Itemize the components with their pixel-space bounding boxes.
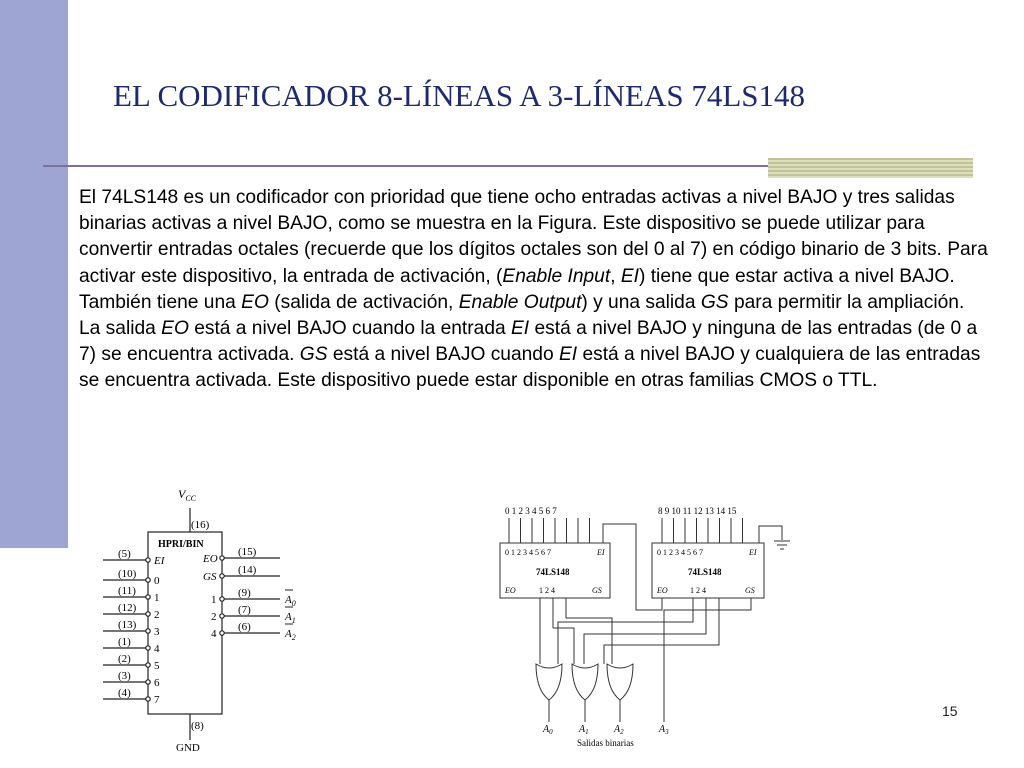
input-pin-number: (4) xyxy=(118,687,131,699)
or-gate-a0 xyxy=(536,664,562,700)
input-pin-number: (3) xyxy=(118,670,131,682)
output-pin-number: (9) xyxy=(238,587,251,599)
output-ext-label: $A_2$ xyxy=(285,628,296,642)
chip2-gs: GS xyxy=(745,586,755,595)
chip2-eo: EO xyxy=(657,586,668,595)
chip1-eo: EO xyxy=(505,586,516,595)
binary-output-label: $A_2$ xyxy=(614,724,624,736)
output-pin-number: (6) xyxy=(238,621,251,633)
input-pin-number: (13) xyxy=(118,619,137,631)
input-bubble xyxy=(146,629,150,633)
input-label: 7 xyxy=(154,694,160,706)
input-pin-number: (5) xyxy=(118,548,131,560)
chip2-label: 74LS148 xyxy=(688,567,722,577)
binary-output-label: $A_0$ xyxy=(543,724,553,736)
gnd-pin: (8) xyxy=(191,720,204,732)
output-bubble xyxy=(220,614,224,618)
input-label: EI xyxy=(154,555,165,567)
input-bubble xyxy=(146,663,150,667)
input-label: 3 xyxy=(154,626,160,638)
or-gate-a1 xyxy=(572,664,598,700)
input-bubble xyxy=(146,558,150,562)
input-pin-number: (2) xyxy=(118,653,131,665)
input-bubble xyxy=(146,578,150,582)
output-pin-number: (15) xyxy=(238,546,257,558)
gnd-label: GND xyxy=(176,742,200,754)
input-label: 4 xyxy=(154,643,160,655)
chip-label: HPRI/BIN xyxy=(158,539,204,550)
input-pin-number: (12) xyxy=(118,602,137,614)
chip2-out-pins: 1 2 4 xyxy=(690,586,706,595)
input-bubble xyxy=(146,697,150,701)
input-bubble xyxy=(146,646,150,650)
chip2-pin-row: 0 1 2 3 4 5 6 7 xyxy=(657,548,703,557)
output-label: 4 xyxy=(211,628,217,640)
input-pin-number: (1) xyxy=(118,636,131,648)
page-number: 15 xyxy=(942,703,958,719)
input-label: 0 xyxy=(154,575,160,587)
title-accent-block xyxy=(768,158,973,178)
input-bubble xyxy=(146,680,150,684)
chip2-body xyxy=(652,543,764,598)
body-paragraph: El 74LS148 es un codificador con prioridad que tiene ocho entradas activas a nivel BAJO y tres salidas binarias activas a nivel BAJO, como se muestra en la Figura. Este dispositivo se puede utilizar para convertir entradas octales (recuerde que los dígitos octales son del 0 al 7) en código binario de 3 bits. Para activar este dispositivo, la entrada de activación, (Enable Input, EI) tiene que estar activa a nivel BAJO. También tiene una EO (salida de activación, Enable Output) y una salida GS para permitir la ampliación. La salida EO está a nivel BAJO cuando la entrada EI está a nivel BAJO y ninguna de las entradas (de 0 a 7) se encuentra activada. GS está a nivel BAJO cuando EI está a nivel BAJO y cualquiera de las entradas se encuentra activada. Este dispositivo puede estar disponible en otras familias CMOS o TTL. xyxy=(79,187,988,392)
output-ext-label: $A_1$ xyxy=(285,611,296,625)
chip1-out-pins: 1 2 4 xyxy=(539,586,555,595)
binary-outputs-caption: Salidas binarias xyxy=(577,738,634,748)
input-pin-number: (11) xyxy=(118,585,136,597)
chip1-label: 74LS148 xyxy=(536,567,570,577)
chip1-body xyxy=(500,543,610,598)
binary-output-label: $A_3$ xyxy=(659,724,669,736)
binary-output-label: $A_1$ xyxy=(579,724,589,736)
output-pin-number: (7) xyxy=(238,604,251,616)
input-bubble xyxy=(146,595,150,599)
input-label: 2 xyxy=(154,609,160,621)
left-accent-bar xyxy=(0,0,68,548)
input-label: 1 xyxy=(154,592,160,604)
or-gate-a2 xyxy=(607,664,633,700)
chip1-pin-row: 0 1 2 3 4 5 6 7 xyxy=(505,548,551,557)
output-pin-number: (14) xyxy=(238,564,257,576)
output-bubble xyxy=(220,597,224,601)
chip2-input-numbers: 8 9 10 11 12 13 14 15 xyxy=(658,506,737,516)
vcc-pin: (16) xyxy=(191,519,210,531)
output-label: EO xyxy=(203,553,218,565)
output-label: 1 xyxy=(211,594,217,606)
vcc-label: $V_{CC}$ xyxy=(178,487,197,503)
output-label: GS xyxy=(203,571,217,583)
input-label: 6 xyxy=(154,677,160,689)
input-label: 5 xyxy=(154,660,160,672)
chip-body xyxy=(148,532,222,714)
chip1-input-numbers: 0 1 2 3 4 5 6 7 xyxy=(505,506,557,516)
output-bubble xyxy=(220,556,224,560)
slide-title: EL CODIFICADOR 8-LÍNEAS A 3-LÍNEAS 74LS148 xyxy=(113,78,806,113)
chip1-ei: EI xyxy=(597,548,605,557)
input-bubble xyxy=(146,612,150,616)
output-label: 2 xyxy=(211,611,217,623)
chip1-gs: GS xyxy=(592,586,602,595)
input-pin-number: (10) xyxy=(118,568,137,580)
output-ext-label: $A_0$ xyxy=(285,594,296,608)
output-bubble xyxy=(220,574,224,578)
output-bubble xyxy=(220,631,224,635)
chip2-ei: EI xyxy=(749,548,757,557)
